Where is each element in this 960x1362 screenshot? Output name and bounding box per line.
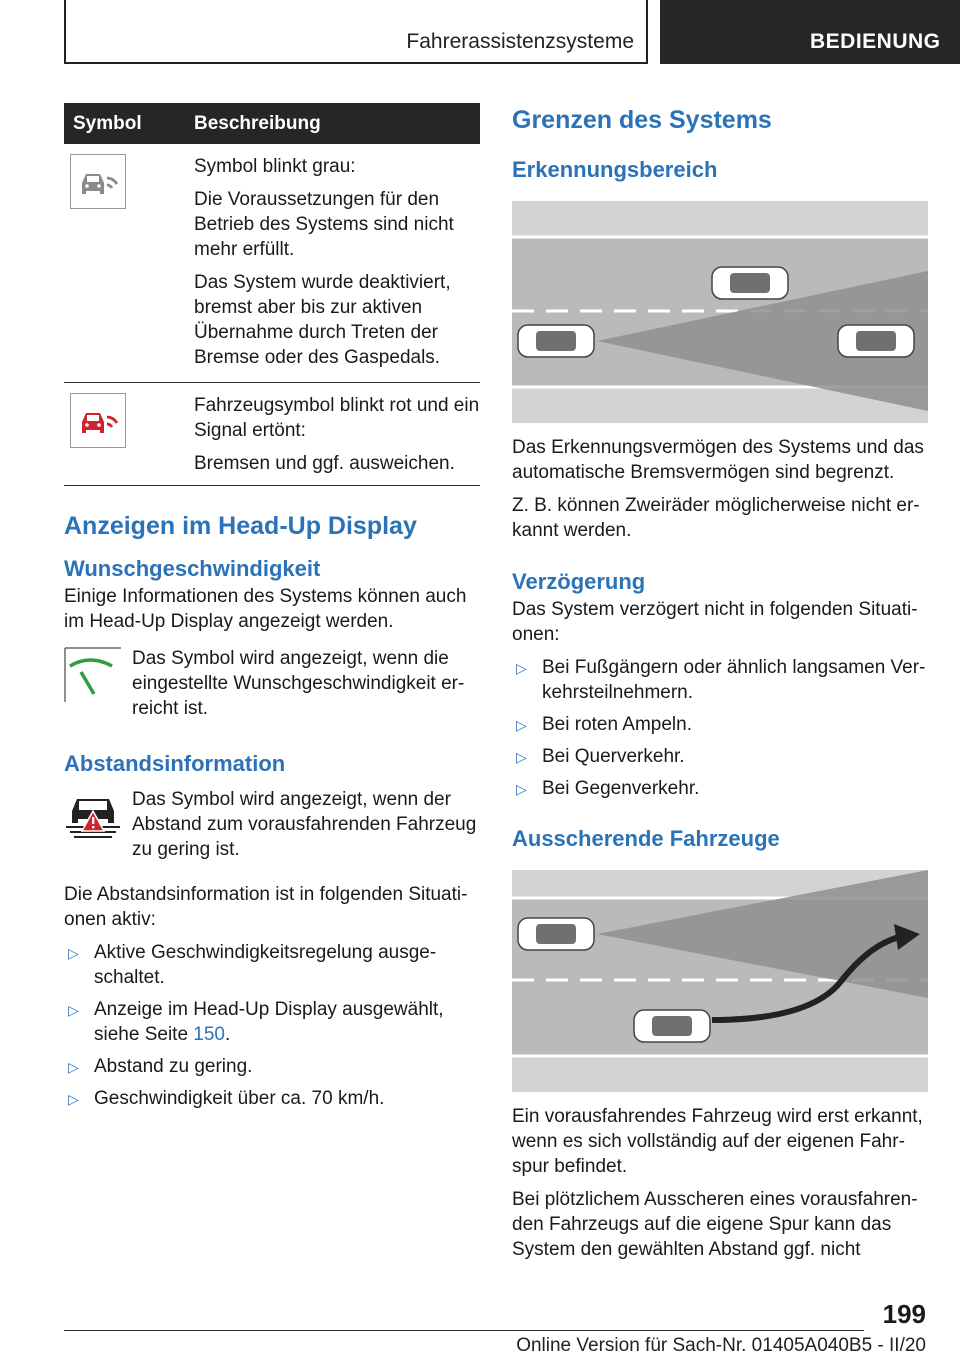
chapter-tab — [660, 0, 960, 64]
row2-line1: Fahrzeugsymbol blinkt rot und ein Signal ertönt: — [194, 395, 480, 441]
col-description-header: Beschreibung — [194, 103, 480, 144]
chapter-tab-label: BEDIENUNG — [810, 30, 941, 53]
detection-range-figure — [512, 201, 928, 423]
row2-line2: Bremsen und ggf. ausweichen. — [194, 453, 455, 474]
online-version-text: Online Version für Sach-Nr. 01405A040B5 - II/20 — [516, 1335, 926, 1356]
deceleration-list — [512, 655, 928, 801]
cutout-subheading: Ausscherende Fahrzeuge — [512, 826, 780, 851]
page-reference-link[interactable]: 150 — [193, 1024, 225, 1045]
speed-note: Das Symbol wird angezeigt, wenn die eingestellte Wunschgeschwindigkeit erreicht ist. — [132, 648, 465, 719]
footer-divider — [64, 1330, 864, 1331]
table-row — [64, 383, 480, 486]
distance-warning-icon — [64, 787, 122, 862]
car-top-view-icon — [712, 267, 788, 299]
hud-intro-text: Einige Informationen des Systems können auch im Head-Up Display angezeigt werden. — [64, 586, 467, 632]
bullet-triangle-icon: ▷ — [516, 660, 527, 676]
detection-subheading: Erkennungsbereich — [512, 157, 718, 182]
bullet-triangle-icon: ▷ — [516, 781, 527, 797]
vehicle-warning-grey-icon — [70, 154, 126, 209]
deceleration-subheading: Verzögerung — [512, 569, 646, 594]
distance-active-intro: Die Abstandsinformation ist in folgenden Situationen aktiv: — [64, 884, 468, 930]
symbol-table — [64, 103, 480, 486]
cutout-text-2: Bei plötzlichem Ausscheren eines vorausfahrenden Fahrzeugs auf die eigene Spur kann das System den gewählten Abstand ggf. nicht — [512, 1189, 918, 1260]
left-column — [64, 103, 480, 1118]
row1-line2: Die Voraussetzungen für den Betrieb des Systems sind nicht mehr erfüllt. — [194, 189, 454, 260]
table-row — [64, 144, 480, 383]
list-item: ▷ Bei Querverkehr. — [512, 744, 928, 769]
row1-line3: Das System wurde deaktiviert, bremst aber bis zur aktiven Übernahme durch Treten der Bremse oder des Gaspedals. — [194, 272, 451, 368]
hud-heading: Anzeigen im Head-Up Display — [64, 512, 417, 540]
distance-conditions-list — [64, 940, 480, 1111]
right-column — [512, 103, 928, 1262]
cutout-text-1: Ein vorausfahrendes Fahrzeug wird erst erkannt, wenn es sich vollständig auf der eigenen Fahrspur befindet. — [512, 1106, 923, 1177]
car-top-view-icon — [634, 1010, 710, 1042]
list-item: ▷ Geschwindigkeit über ca. 70 km/h. — [64, 1086, 480, 1111]
col-symbol-header: Symbol — [64, 103, 194, 144]
list-item: ▷ Bei Fußgängern oder ähnlich langsamen Verkehrsteilnehmern. — [516, 657, 926, 703]
distance-note: Das Symbol wird angezeigt, wenn der Abstand zum vorausfahrenden Fahrzeug zu gering ist. — [132, 789, 477, 860]
list-item: ▷ Bei roten Ampeln. — [512, 712, 928, 737]
detection-text-1: Das Erkennungsvermögen des Systems und das automatische Bremsvermögen sind begrenzt. — [512, 437, 924, 483]
distance-subheading: Abstandsinformation — [64, 751, 286, 776]
desired-speed-icon — [64, 646, 122, 721]
bullet-triangle-icon: ▷ — [516, 717, 527, 733]
page-number: 199 — [882, 1299, 926, 1329]
list-item: ▷ Anzeige im Head-Up Display ausgewählt, siehe Seite 150. — [68, 999, 444, 1045]
distance-info-block — [64, 787, 480, 862]
detection-text-2: Z. B. können Zweiräder möglicherweise nicht erkannt werden. — [512, 495, 920, 541]
hud-speed-subheading: Wunschgeschwindigkeit — [64, 556, 321, 581]
list-item: ▷ Bei Gegenverkehr. — [512, 776, 928, 801]
bullet-triangle-icon: ▷ — [68, 1059, 79, 1075]
list-item: ▷ Aktive Geschwindigkeitsregelung ausgeschaltet. — [68, 942, 437, 988]
car-top-view-icon — [518, 325, 594, 357]
bullet-triangle-icon: ▷ — [68, 1002, 79, 1018]
speed-info-block — [64, 646, 480, 721]
car-top-view-icon — [518, 918, 594, 950]
limits-heading: Grenzen des Systems — [512, 106, 772, 134]
list-item: ▷ Abstand zu gering. — [64, 1054, 480, 1079]
bullet-triangle-icon: ▷ — [516, 749, 527, 765]
deceleration-intro: Das System verzögert nicht in folgenden Situationen: — [512, 599, 918, 645]
bullet-triangle-icon: ▷ — [68, 1091, 79, 1107]
section-title: Fahrerassistenzsysteme — [406, 30, 634, 53]
bullet-triangle-icon: ▷ — [68, 945, 79, 961]
cutout-vehicle-figure — [512, 870, 928, 1092]
row1-line1: Symbol blinkt grau: — [194, 156, 356, 177]
vehicle-warning-red-icon — [70, 393, 126, 448]
car-top-view-icon — [838, 325, 914, 357]
